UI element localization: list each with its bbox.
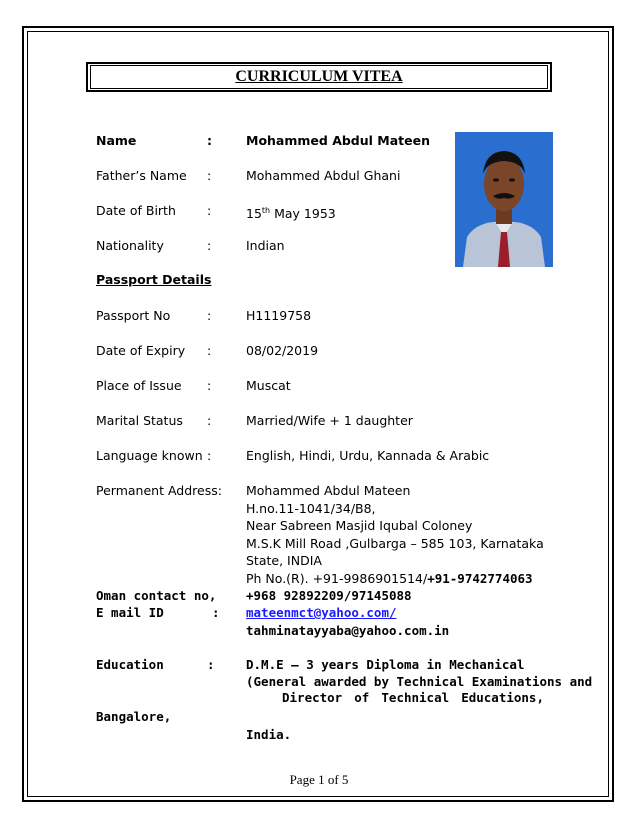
education-word: Director [282,690,343,705]
dob-sup: th [261,206,271,215]
page-number: Page 1 of 5 [289,772,349,787]
education-justified-line [244,690,544,705]
nationality-label: Nationality [96,238,164,253]
dob-rest: May 1953 [270,206,336,222]
education-word: of [354,690,370,705]
marital-label: Marital Status [96,413,183,428]
email-secondary: tahminatayyaba@yahoo.com.in [246,623,450,638]
oman-label: Oman contact no, [96,588,217,603]
father-label: Father’s Name [96,168,187,183]
nationality-value: Indian [246,238,285,253]
passport-no-value: H1119758 [246,308,312,323]
document-title: CURRICULUM VITEA [235,68,403,85]
email-primary-link[interactable]: mateenmct@yahoo.com/ [246,605,397,620]
issue-colon: : [207,378,212,393]
phone-prefix: Ph No.(R). +91-9986901514/ [246,571,428,586]
nationality-colon: : [207,238,212,253]
dob-label: Date of Birth [96,203,176,218]
marital-colon: : [207,413,212,428]
language-value: English, Hindi, Urdu, Kannada & Arabic [246,448,490,463]
education-label: Education [96,657,164,672]
language-colon: : [207,448,212,463]
dob-day: 15 [246,206,262,222]
dob-value [246,203,336,222]
portrait-illustration [455,132,553,267]
address-line: H.no.11-1041/34/B8, [246,501,376,516]
email-colon: : [212,605,220,620]
expiry-label: Date of Expiry [96,343,186,358]
issue-value: Muscat [246,378,291,393]
education-line: India. [246,727,292,742]
education-line: D.M.E – 3 years Diploma in Mechanical [246,657,525,672]
issue-label: Place of Issue [96,378,182,393]
phone-bold: +91-9742774063 [427,571,533,586]
address-line: M.S.K Mill Road ,Gulbarga – 585 103, Karnataka [246,536,544,551]
oman-value: +968 92892209/97145088 [246,588,412,603]
education-line: (General awarded by Technical Examinations and [246,674,593,689]
phone-line [246,571,533,587]
address-line: Near Sabreen Masjid Iqubal Coloney [246,518,473,533]
language-label: Language known [96,448,203,463]
education-colon: : [207,657,215,672]
address-line: State, INDIA [246,553,322,568]
passport-heading: Passport Details [96,272,212,287]
education-word: Educations, [461,690,544,705]
father-colon: : [207,168,212,183]
profile-photo [455,132,553,267]
address-line: Mohammed Abdul Mateen [246,483,411,498]
father-value: Mohammed Abdul Ghani [246,168,401,183]
email-label: E mail ID [96,605,164,620]
expiry-value: 08/02/2019 [246,343,319,358]
education-left-line: Bangalore, [96,709,172,724]
address-label: Permanent Address: [96,483,222,498]
passport-no-colon: : [207,308,212,323]
passport-no-label: Passport No [96,308,171,323]
name-label: Name [96,133,137,148]
name-colon: : [207,133,212,148]
name-value: Mohammed Abdul Mateen [246,133,430,148]
marital-value: Married/Wife + 1 daughter [246,413,413,428]
expiry-colon: : [207,343,212,358]
education-word: Technical [381,690,450,705]
dob-colon: : [207,203,212,218]
